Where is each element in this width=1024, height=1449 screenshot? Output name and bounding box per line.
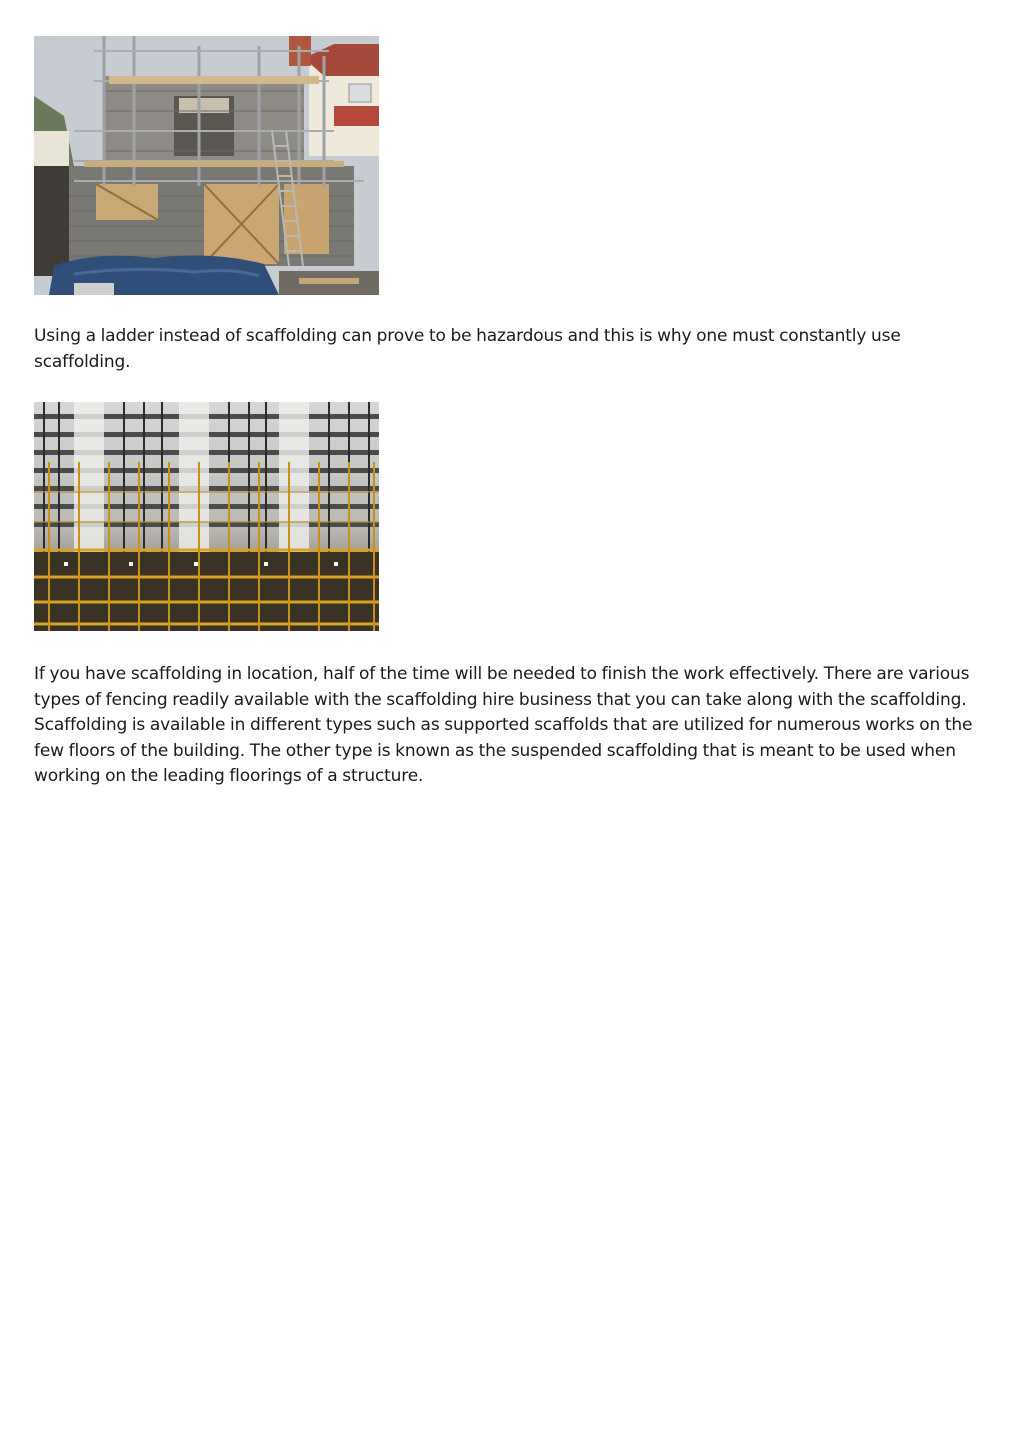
scaffolding-house-photo <box>34 36 379 295</box>
paragraph-ladder-hazard: Using a ladder instead of scaffolding can prove to be hazardous and this is why one must constantly use scaffolding. <box>34 326 901 372</box>
paragraph-scaffolding-types: If you have scaffolding in location, half of the time will be needed to finish the work effectively. There are various types of fencing readily available with the scaffolding hire business that you can take along with the scaffolding. Scaffolding is available in different types such as supported scaffolds that are utilized for numerous works on the few floors of the building. The other type is known as the suspended scaffolding that is meant to be used when working on the leading floorings of a structure. <box>34 664 973 786</box>
scaffolding-facade-photo <box>34 402 379 631</box>
